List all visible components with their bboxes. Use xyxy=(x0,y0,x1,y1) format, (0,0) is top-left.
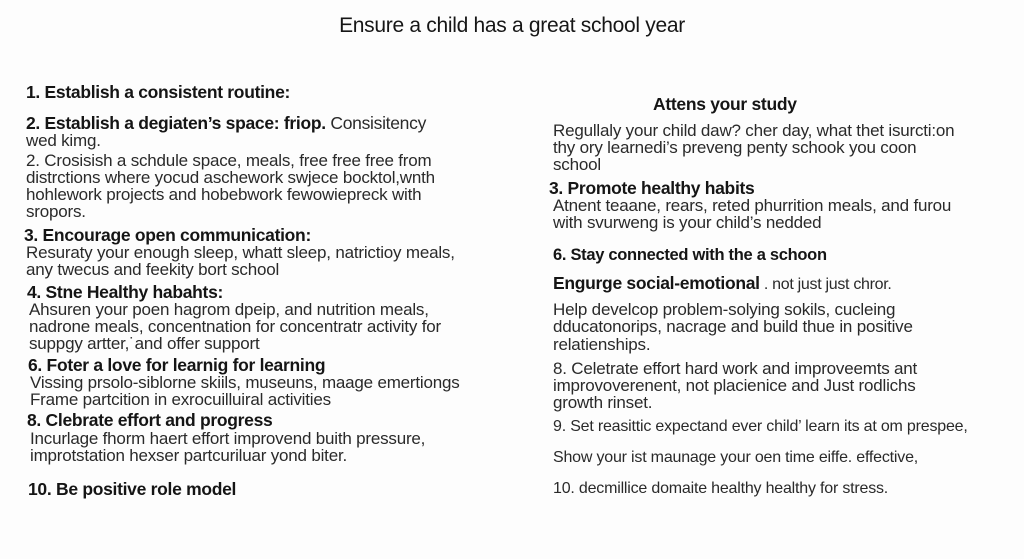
right-item-1-line-1: Regullaly your child daw? cher day, what thet isurcti:on xyxy=(553,121,955,140)
left-item-2-heading-bold: 2. Establish a degiaten’s space: friop. xyxy=(26,113,326,133)
right-item-10-line: 10. decmillice domaite healthy healthy for stress. xyxy=(553,480,889,497)
left-item-3-line-1: Resuraty your enough sleep, whatt sleep, natrictioy meals, xyxy=(26,243,455,262)
left-item-8-line-1: Incurlage fhorm haert effort improvend buith pressure, xyxy=(30,429,426,448)
left-item-6-line-1: Vissing prsolo-siblorne skiils, museuns, maage emertiongs xyxy=(30,373,460,392)
left-item-2-line: wed kimg. xyxy=(26,131,101,150)
right-item-help-line-2: dducatonorips, nacrage and build thue in positive xyxy=(553,317,913,336)
left-item-6-heading: 6. Foter a love for learnig for learning xyxy=(28,355,326,375)
right-item-sel-heading xyxy=(553,273,892,295)
left-item-8-line-2: improtstation hexser partcuriluar yond biter. xyxy=(30,446,347,465)
left-item-2b-line-1: 2. Crosisish a schdule space, meals, free free free from xyxy=(26,151,432,170)
left-item-4-line-3: suppgy artter,˙and offer support xyxy=(29,334,260,353)
right-item-8-line-3: growth rinset. xyxy=(553,393,653,412)
right-item-show-line: Show your ist maunage your oen time eiffe. effective, xyxy=(553,449,919,466)
left-item-4-line-1: Ahsuren your poen hagrom dpeip, and nutrition meals, xyxy=(29,300,429,319)
left-item-3-heading: 3. Encourage open communication: xyxy=(24,225,311,245)
left-item-6-line-2: Frame partcition in exrocuilluiral activities xyxy=(30,390,331,409)
right-item-1-line-3: school xyxy=(553,155,601,174)
left-item-2b-line-2: distrctions where yocud aschework swjece bocktol,wnth xyxy=(26,168,435,187)
right-item-6-heading: 6. Stay connected with the a schoon xyxy=(553,246,827,264)
left-item-4-heading: 4. Stne Healthy habahts: xyxy=(27,282,224,302)
right-subtitle: Attens your study xyxy=(653,94,797,114)
right-item-3-line-1: Atnent teaane, rears, reted phurrition meals, and furou xyxy=(553,196,952,215)
right-item-help-line-3: relatienships. xyxy=(553,335,651,354)
left-item-4-line-2: nadrone meals, concentnation for concentratr activity for xyxy=(29,317,441,336)
left-item-2b-line-4: sropors. xyxy=(26,202,86,221)
document-title: Ensure a child has a great school year xyxy=(339,14,685,37)
left-item-3-line-2: any twecus and feekity bort school xyxy=(26,260,280,279)
right-item-3-heading: 3. Promote healthy habits xyxy=(549,178,755,198)
left-item-2b-line-3: hohlework projects and hobebwork fewowiepreck with xyxy=(26,185,422,204)
right-item-9-line: 9. Set reasittic expectand ever child’ learn its at om prespee, xyxy=(553,418,968,435)
right-item-8-line-2: improvoverenent, not placienice and Just rodlichs xyxy=(553,376,916,395)
left-item-2-heading xyxy=(26,113,426,133)
left-item-1-heading: 1. Establish a consistent routine: xyxy=(26,82,291,102)
left-item-2-heading-suffix: Consisitency xyxy=(325,113,427,133)
right-item-sel-heading-bold: Engurge social-emotional xyxy=(553,273,760,293)
left-item-8-heading: 8. Clebrate effort and progress xyxy=(27,410,273,430)
right-item-8-line-1: 8. Celetrate effort hard work and improveemts ant xyxy=(553,359,918,378)
right-item-1-line-2: thy ory learnedi’s preveng penty schook you coon xyxy=(553,138,917,157)
right-item-sel-heading-suffix: . not just just chror. xyxy=(759,276,892,293)
right-item-help-line-1: Help develcop problem-solying sokils, cucleing xyxy=(553,300,896,319)
right-item-3-line-2: with svurweng is your child’s nedded xyxy=(553,213,822,232)
left-item-10-heading: 10. Be positive role model xyxy=(28,479,237,499)
